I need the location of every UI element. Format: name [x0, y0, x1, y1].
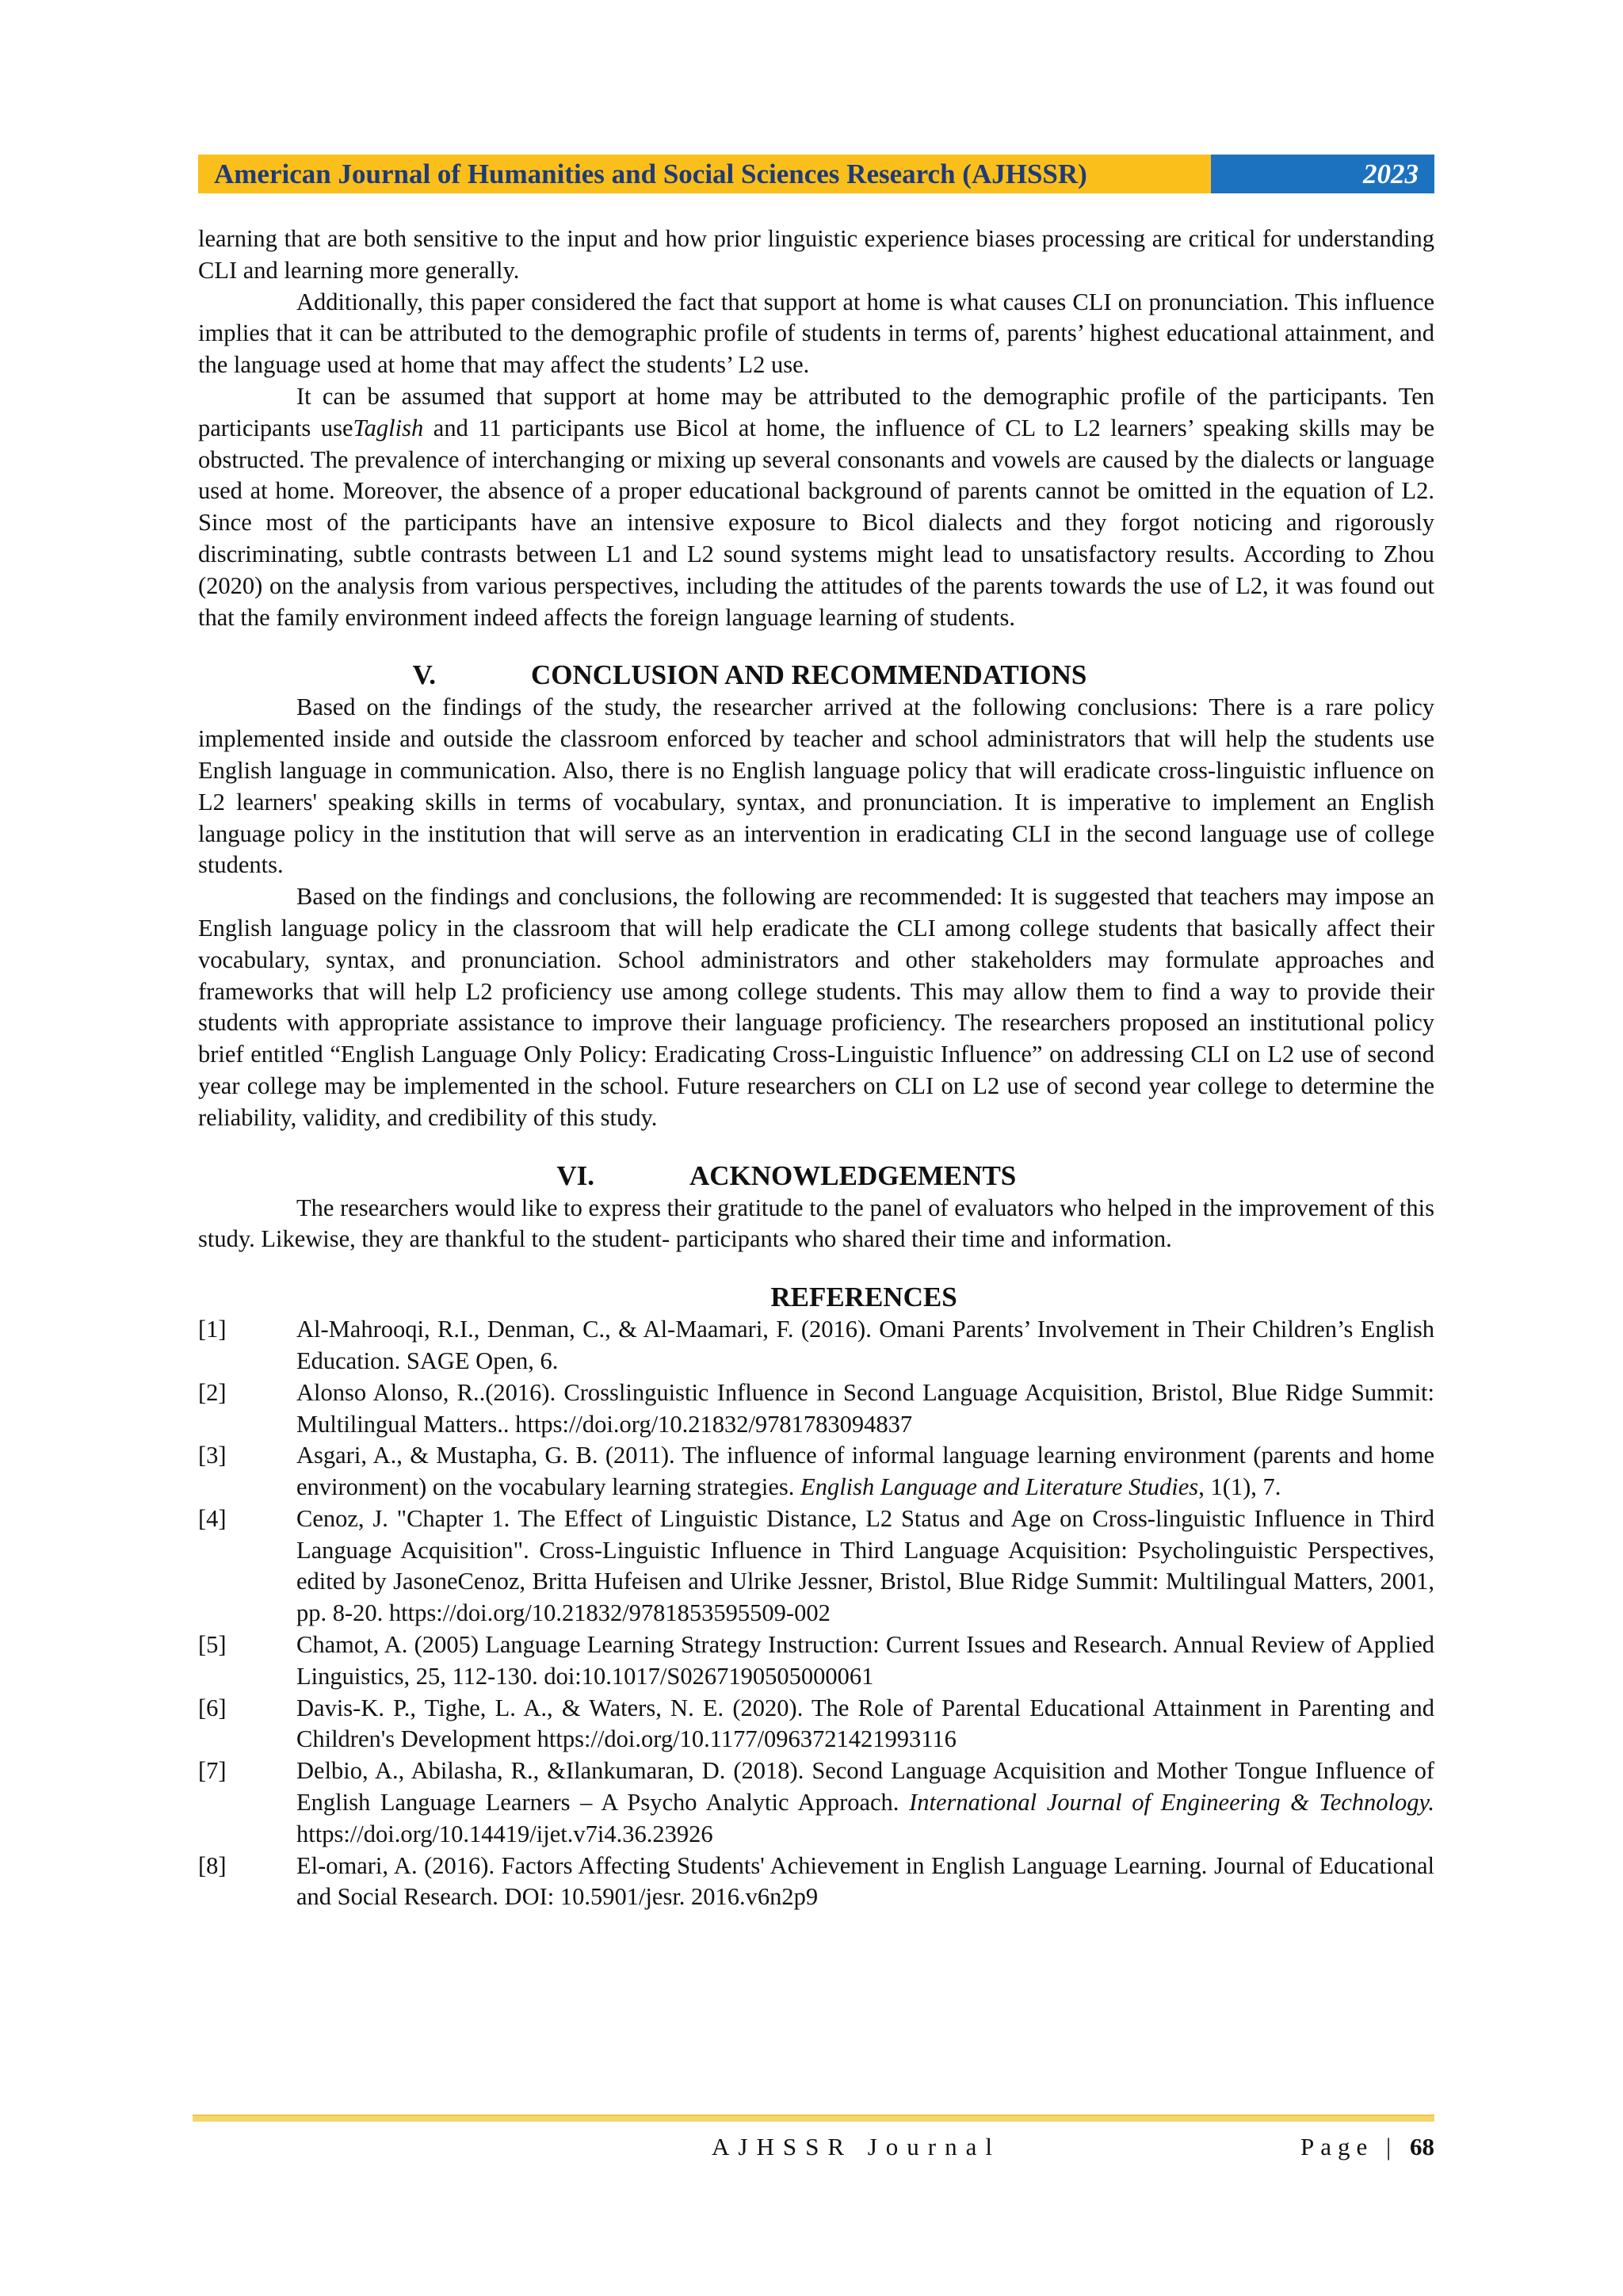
- reference-text-part: Cenoz, J. "Chapter 1. The Effect of Linguistic Distance, L2 Status and Age on Cross-linguistic Influence in Third Language Acquisition". Cross-Linguistic Influence in Third Language Acquisition: Psycholinguistic Perspectives, edited by JasoneCenoz, Britta Hufeisen and Ulrike Jessner, Bristol, Blue Ridge Summit: Multilingual Matters, 2001, pp. 8-20. https://doi.org/10.21832/9781853595509-002: [296, 1504, 1434, 1627]
- reference-text: [296, 1440, 1434, 1503]
- reference-text-part: Al-Mahrooqi, R.I., Denman, C., & Al-Maamari, F. (2016). Omani Parents’ Involvement in Their Children’s English Education. SAGE Open, 6.: [296, 1316, 1434, 1374]
- reference-text: [296, 1629, 1434, 1693]
- paragraph: [198, 381, 1434, 633]
- reference-number: [3]: [198, 1442, 227, 1469]
- section-number: V.: [412, 659, 436, 691]
- reference-journal: English Language and Literature Studies: [800, 1473, 1199, 1501]
- page-footer: [193, 2115, 1434, 2161]
- reference-item: [198, 1314, 1434, 1377]
- article-body: [198, 223, 1434, 1913]
- section-title: ACKNOWLEDGEMENTS: [689, 1159, 1017, 1191]
- reference-text: [296, 1755, 1434, 1850]
- reference-text-part: Davis-K. P., Tighe, L. A., & Waters, N. E. (2020). The Role of Parental Educational Attainment in Parenting and Children's Development https://doi.org/10.1177/0963721421993116: [296, 1694, 1434, 1753]
- reference-text-part: Delbio, A., Abilasha, R., &Ilankumaran, D. (2018). Second Language Acquisition and Mother Tongue Influence of English Language Learners – A Psycho Analytic Approach.: [296, 1757, 1434, 1817]
- reference-number: [6]: [198, 1694, 227, 1721]
- section-heading-conclusion: [198, 659, 1434, 692]
- reference-text: [296, 1503, 1434, 1629]
- journal-year: 2023: [1211, 155, 1434, 193]
- page-number: 68: [1410, 2133, 1434, 2160]
- reference-journal: International Journal of Engineering & Technology.: [909, 1789, 1434, 1817]
- reference-text-part: Chamot, A. (2005) Language Learning Strategy Instruction: Current Issues and Research. Annual Review of Applied Linguistics, 25, 112-130. doi:10.1017/S0267190505000061: [296, 1631, 1434, 1690]
- paragraph: Based on the findings and conclusions, the following are recommended: It is suggested that teachers may impose an English language policy in the classroom that will help eradicate the CLI among college students that basically affect their vocabulary, syntax, and pronunciation. School administrators and other stakeholders may formulate approaches and frameworks that will help L2 proficiency use among college students. This may allow them to find a way to provide their students with appropriate assistance to improve their language proficiency. The researchers proposed an institutional policy brief entitled “English Language Only Policy: Eradicating Cross-Linguistic Influence” on addressing CLI on L2 use of second year college may be implemented in the school. Future researchers on CLI on L2 use of second year college to determine the reliability, validity, and credibility of this study.: [198, 883, 1434, 1131]
- footer-journal: AJHSSR Journal: [712, 2133, 1002, 2160]
- reference-item: [198, 1503, 1434, 1629]
- reference-text-part: Alonso Alonso, R..(2016). Crosslinguistic Influence in Second Language Acquisition, Bristol, Blue Ridge Summit: Multilingual Matters.. https://doi.org/10.21832/9781783094837: [296, 1378, 1434, 1438]
- reference-item: [198, 1377, 1434, 1441]
- references-heading: REFERENCES: [770, 1282, 957, 1313]
- reference-item: [198, 1629, 1434, 1693]
- section-title: CONCLUSION AND RECOMMENDATIONS: [531, 659, 1087, 691]
- reference-number: [2]: [198, 1378, 227, 1406]
- section-heading-acknowledgements: [198, 1159, 1434, 1193]
- paragraph: Additionally, this paper considered the fact that support at home is what causes CLI on pronunciation. This influence implies that it can be attributed to the demographic profile of students in terms of, parents’ highest educational attainment, and the language used at home that may affect the students’ L2 use.: [198, 288, 1434, 379]
- paragraph-text: It can be assumed that support at home may be attributed to the demographic profile of the participants. Ten participants use: [198, 382, 1434, 441]
- reference-item: [198, 1851, 1434, 1914]
- reference-text: [296, 1693, 1434, 1756]
- reference-item: [198, 1440, 1434, 1503]
- reference-list: [198, 1314, 1434, 1913]
- reference-text-part: https://doi.org/10.14419/ijet.v7i4.36.23926: [296, 1820, 713, 1847]
- reference-number: [4]: [198, 1504, 227, 1532]
- reference-text-part: , 1(1), 7.: [1198, 1473, 1281, 1501]
- paragraph: learning that are both sensitive to the input and how prior linguistic experience biases processing are critical for understanding CLI and learning more generally.: [198, 225, 1434, 284]
- reference-item: [198, 1693, 1434, 1756]
- paragraph-text: and 11 participants use Bicol at home, the influence of CL to L2 learners’ speaking skills may be obstructed. The prevalence of interchanging or mixing up several consonants and vowels are caused by the dialects or language used at home. Moreover, the absence of a proper educational background of parents cannot be omitted in the equation of L2. Since most of the participants have an intensive exposure to Bicol dialects and they forgot noticing and rigorously discriminating, subtle contrasts between L1 and L2 sound systems might lead to unsatisfactory results. According to Zhou (2020) on the analysis from various perspectives, including the attitudes of the parents towards the use of L2, it was found out that the family environment indeed affects the foreign language learning of students.: [198, 414, 1434, 631]
- journal-title: American Journal of Humanities and Social Sciences Research (AJHSSR): [198, 155, 1211, 193]
- footer-page: [1300, 2133, 1434, 2161]
- paragraph: The researchers would like to express their gratitude to the panel of evaluators who helped in the improvement of this study. Likewise, they are thankful to the student- participants who shared their time and information.: [198, 1194, 1434, 1253]
- reference-number: [1]: [198, 1316, 227, 1343]
- reference-text: [296, 1851, 1434, 1914]
- reference-item: [198, 1755, 1434, 1850]
- section-number: VI.: [556, 1159, 594, 1191]
- italic-term: Taglish: [353, 414, 424, 441]
- reference-text: [296, 1377, 1434, 1441]
- reference-number: [7]: [198, 1757, 227, 1785]
- reference-number: [8]: [198, 1851, 227, 1879]
- page-label: Page |: [1300, 2133, 1398, 2160]
- reference-text: [296, 1314, 1434, 1377]
- footer-rule: [193, 2115, 1434, 2122]
- reference-text-part: Asgari, A., & Mustapha, G. B. (2011). The influence of informal language learning environment (parents and home environment) on the vocabulary learning strategies.: [296, 1442, 1434, 1501]
- journal-header: [198, 155, 1434, 193]
- reference-text-part: El-omari, A. (2016). Factors Affecting Students' Achievement in English Language Learning. Journal of Educational and Social Research. DOI: 10.5901/jesr. 2016.v6n2p9: [296, 1851, 1434, 1911]
- footer-row: [193, 2133, 1434, 2161]
- paragraph: Based on the findings of the study, the researcher arrived at the following conclusions: There is a rare policy implemented inside and outside the classroom enforced by teacher and school administrators that will help the students use English language in communication. Also, there is no English language policy that will eradicate cross-linguistic influence on L2 learners' speaking skills in terms of vocabulary, syntax, and pronunciation. It is imperative to implement an English language policy in the institution that will serve as an intervention in eradicating CLI in the second language use of college students.: [198, 693, 1434, 879]
- page: [198, 155, 1434, 1913]
- reference-number: [5]: [198, 1631, 227, 1659]
